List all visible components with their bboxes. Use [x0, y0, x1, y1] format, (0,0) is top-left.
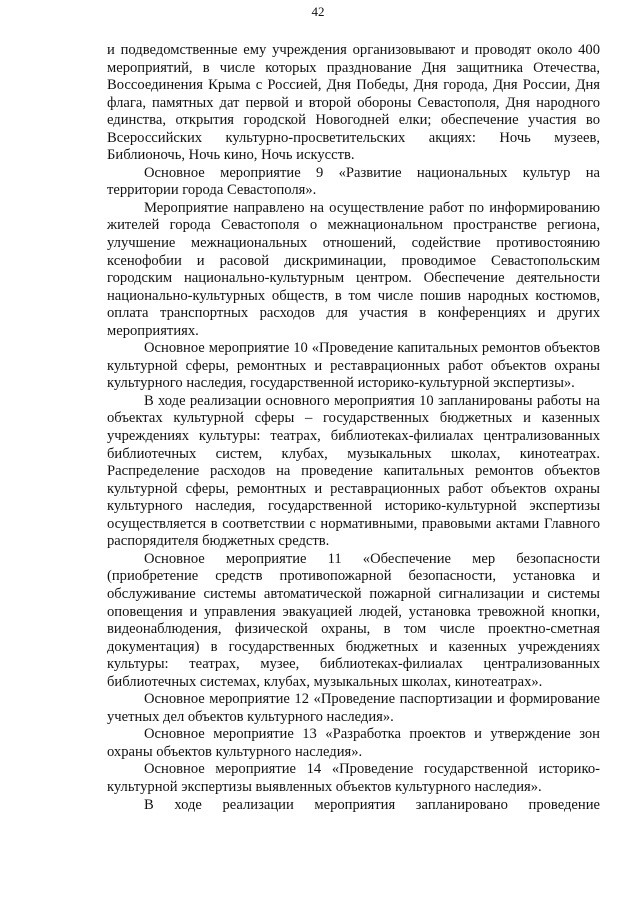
paragraph-measure-14: Основное мероприятие 14 «Проведение государственной историко-культурной экспертизы выявленных объектов культурного наследия».: [107, 761, 600, 795]
paragraph-measure-9-description: Мероприятие направлено на осуществление работ по информированию жителей города Севастополя о межнациональном пространстве региона, улучшение межнациональных отношений, содействие противостоянию ксенофобии и расовой дискриминации, проводимое Севастопольским городским национально-культурным центром. Обеспечение деятельности национально-культурных обществ, в том числе пошив народных костюмов, оплата транспортных расходов для участия в конференциях и других мероприятиях.: [107, 199, 600, 339]
document-body: [107, 42, 600, 814]
paragraph-measure-11: Основное мероприятие 11 «Обеспечение мер безопасности (приобретение средств противопожарной безопасности, установка и обслуживание системы автоматической пожарной сигнализации и системы оповещения и управления эвакуацией людей, установка тревожной кнопки, видеонаблюдения, физической охраны, в том числе проектно-сметная документация) в государственных бюджетных и казенных учреждениях культуры: театрах, музее, библиотеках-филиалах централизованных библиотечных системах, клубах, музыкальных школах, кинотеатрах».: [107, 550, 600, 690]
paragraph-continued: В ходе реализации мероприятия запланировано проведение: [144, 796, 600, 813]
paragraph-measure-10: Основное мероприятие 10 «Проведение капитальных ремонтов объектов культурной сферы, ремонтных и реставрационных работ объектов охраны культурного наследия, государственной историко-культурной экспертизы».: [107, 340, 600, 392]
page-number: 42: [311, 4, 325, 19]
paragraph-measure-9: Основное мероприятие 9 «Развитие национальных культур на территории города Севастополя».: [107, 164, 600, 199]
paragraph-measure-12: Основное мероприятие 12 «Проведение паспортизации и формирование учетных дел объектов культурного наследия».: [107, 691, 600, 725]
paragraph-measure-10-description: В ходе реализации основного мероприятия 10 запланированы работы на объектах культурной сферы – государственных бюджетных и казенных учреждениях культуры: театрах, библиотеках-филиалах централизованных библиотечных систем, клубах, музыкальных школах, кинотеатрах. Распределение расходов на проведение капитальных ремонтов объектов культурной сферы, ремонтных и реставрационных работ объектов охраны культурного наследия, государственной историко-культурной экспертизы осуществляется в соответствии с нормативными, правовыми актами Главного распорядителя бюджетных средств.: [107, 392, 600, 550]
paragraph-measure-13: Основное мероприятие 13 «Разработка проектов и утверждение зон охраны объектов культурного наследия».: [107, 726, 600, 760]
paragraph-events: и подведомственные ему учреждения организовывают и проводят около 400 мероприятий, в числе которых празднование Дня защитника Отечества, Воссоединения Крыма с Россией, Дня Победы, Дня города, Дня России, Дня флага, памятных дат первой и второй обороны Севастополя, Дня народного единства, открытия городской Новогодней елки; обеспечение участия во Всероссийских культурно-просветительских акциях: Ночь музеев, Библионочь, Ночь кино, Ночь искусств.: [107, 42, 600, 164]
